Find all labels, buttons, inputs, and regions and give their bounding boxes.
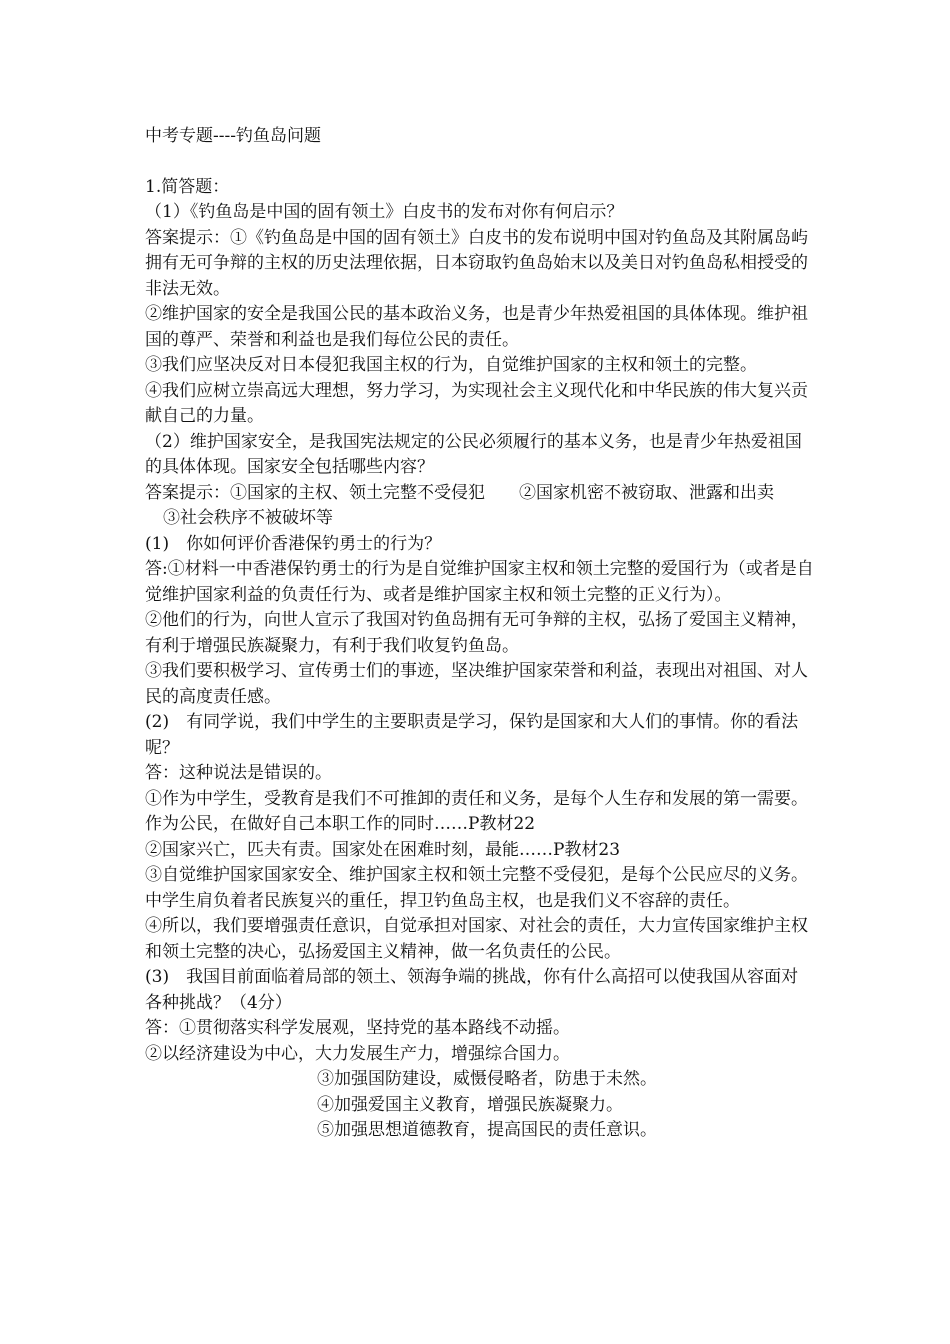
- answer-point: ④加强爱国主义教育，增强民族凝聚力。: [317, 1094, 623, 1115]
- answer-point: ①作为中学生，受教育是我们不可推卸的责任和义务，是每个人生存和发展的第一需要。作为公民，在做好自己本职工作的同时……P教材22: [145, 788, 808, 834]
- spacer: [145, 150, 815, 175]
- answer-point: ③我们应坚决反对日本侵犯我国主权的行为，自觉维护国家的主权和领土的完整。: [145, 355, 757, 375]
- answer-point: ③加强国防建设，威慑侵略者，防患于未然。: [317, 1069, 657, 1089]
- answer-point: ③我们要积极学习、宣传勇士们的事迹，坚决维护国家荣誉和利益，表现出对祖国、对人民的高度责任感。: [145, 661, 808, 707]
- answer-point: 答：①贯彻落实科学发展观，坚持党的基本路线不动摇。: [145, 1018, 570, 1038]
- answer-point: ⑤加强思想道德教育，提高国民的责任意识。: [317, 1120, 657, 1140]
- answer-point: ②国家兴亡，匹夫有责。国家处在困难时刻，最能……P教材23: [145, 839, 621, 860]
- answer-point: ④所以，我们要增强责任意识，自觉承担对国家、对社会的责任，大力宣传国家维护主权和领土完整的决心，弘扬爱国主义精神，做一名负责任的公民。: [145, 916, 808, 962]
- answer-lead: 答：这种说法是错误的。: [145, 763, 332, 783]
- question-1: （1）《钓鱼岛是中国的固有领土》白皮书的发布对你有何启示？: [145, 202, 624, 222]
- answer-point: ②维护国家的安全是我国公民的基本政治义务，也是青少年热爱祖国的具体体现。维护祖国的尊严、荣誉和利益也是我们每位公民的责任。: [145, 304, 808, 350]
- document-page: [145, 124, 815, 1144]
- question-2: （2）维护国家安全，是我国宪法规定的公民必须履行的基本义务，也是青少年热爱祖国的具体体现。国家安全包括哪些内容？: [145, 431, 802, 477]
- answer-point: ②他们的行为，向世人宣示了我国对钓鱼岛拥有无可争辩的主权，弘扬了爱国主义精神，有利于增强民族凝聚力，有利于我们收复钓鱼岛。: [145, 610, 808, 656]
- answer-point: 答:①材料一中香港保钓勇士的行为是自觉维护国家主权和领土完整的爱国行为（或者是自觉维护国家利益的负责任行为、或者是维护国家主权和领土完整的正义行为）。: [145, 559, 814, 605]
- question-3: (1) 你如何评价香港保钓勇士的行为？: [145, 533, 442, 554]
- answer-point: ③自觉维护国家国家安全、维护国家主权和领土完整不受侵犯，是每个公民应尽的义务。中学生肩负着者民族复兴的重任，捍卫钓鱼岛主权，也是我们义不容辞的责任。: [145, 865, 808, 911]
- section-heading: 1.简答题：: [145, 176, 230, 197]
- question-4: (2) 有同学说，我们中学生的主要职责是学习，保钓是国家和大人们的事情。你的看法呢？: [145, 712, 799, 758]
- answer-hint-1: 答案提示：①《钓鱼岛是中国的固有领土》白皮书的发布说明中国对钓鱼岛及其附属岛屿拥有无可争辩的主权的历史法理依据，日本窃取钓鱼岛始末以及美日对钓鱼岛私相授受的非法无效。: [145, 227, 808, 299]
- answer-point: ③社会秩序不被破坏等: [163, 508, 333, 528]
- answer-point: ②以经济建设为中心，大力发展生产力，增强综合国力。: [145, 1043, 570, 1064]
- answer-point: ④我们应树立崇高远大理想，努力学习，为实现社会主义现代化和中华民族的伟大复兴贡献自己的力量。: [145, 380, 808, 426]
- question-5: (3) 我国目前面临着局部的领土、领海争端的挑战，你有什么高招可以使我国从容面对各种挑战？（4分）: [145, 967, 799, 1013]
- document-title: 中考专题----钓鱼岛问题: [145, 126, 321, 146]
- answer-hint-2: 答案提示：①国家的主权、领土完整不受侵犯 ②国家机密不被窃取、泄露和出卖: [145, 482, 774, 503]
